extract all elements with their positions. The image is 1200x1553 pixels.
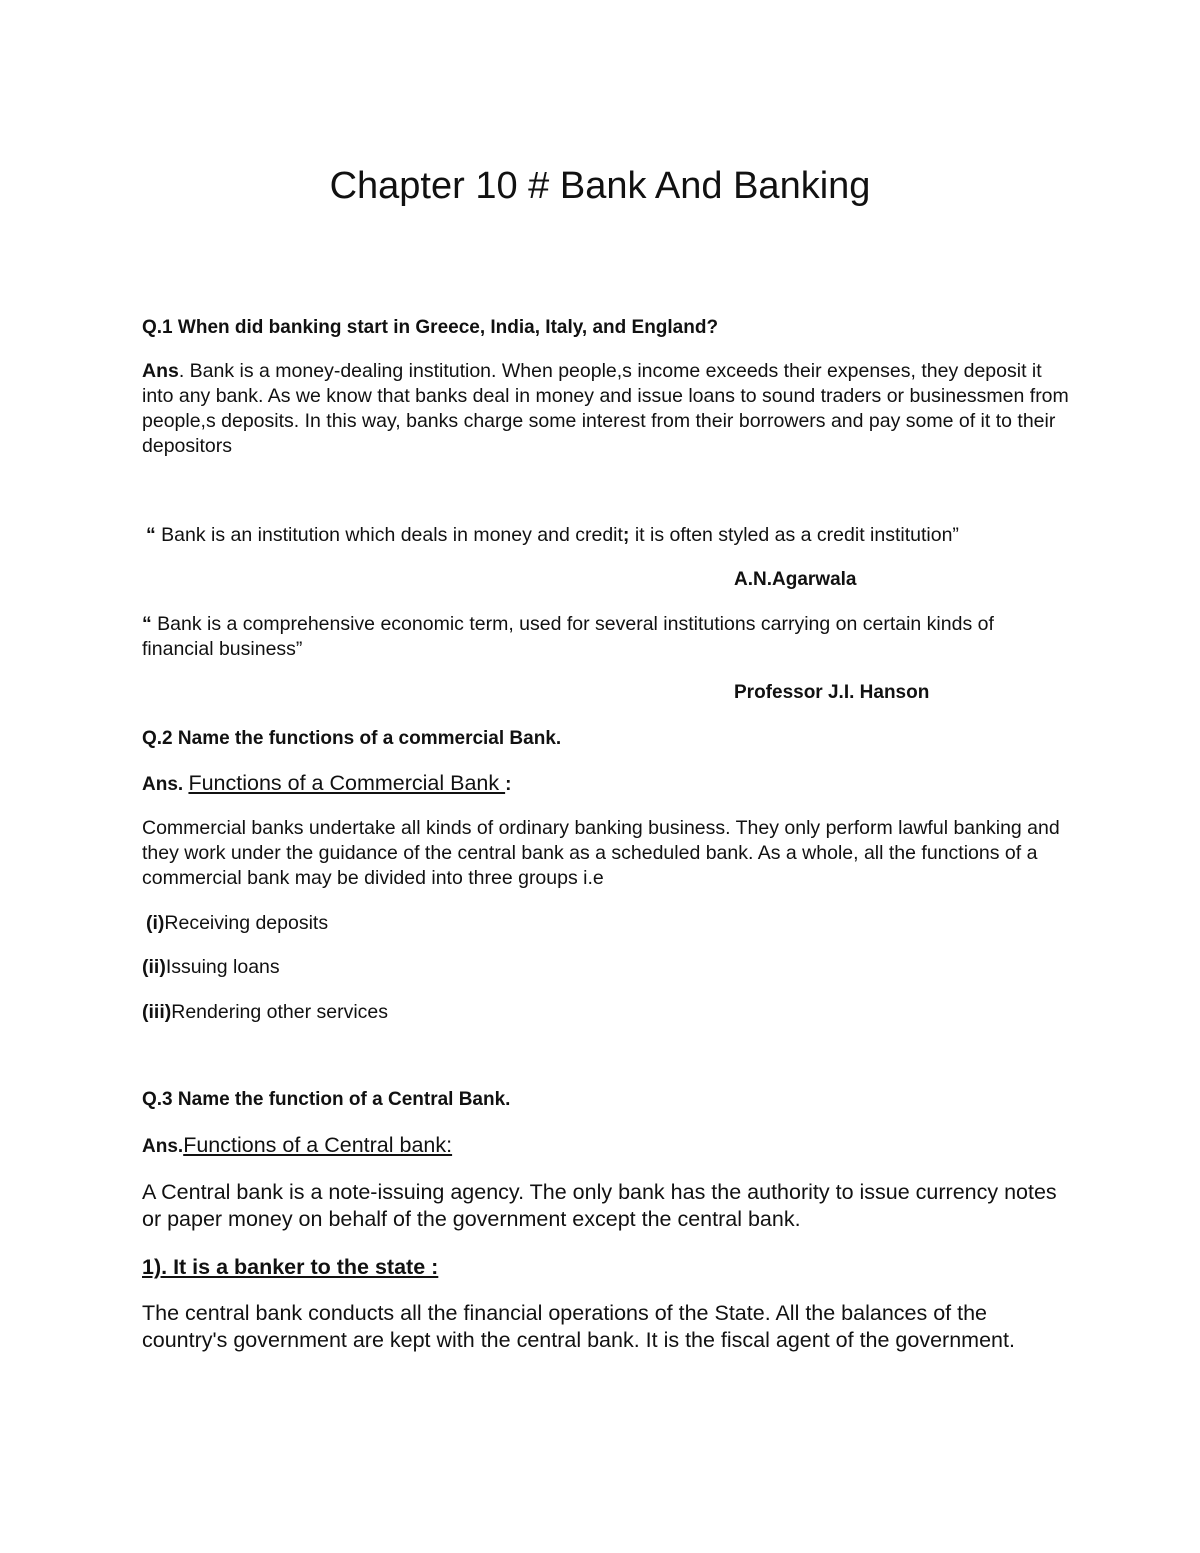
quote-1-author: A.N.Agarwala	[734, 569, 857, 590]
question-3: Q.3 Name the function of a Central Bank.	[142, 1089, 511, 1110]
list-item	[142, 1000, 388, 1025]
quote-1	[146, 523, 1076, 548]
list-item	[142, 955, 280, 980]
list-item	[146, 911, 328, 936]
answer-label: Ans.	[142, 774, 189, 795]
list-item-number: (i)	[146, 912, 165, 934]
quote-open-mark: “	[142, 613, 152, 635]
section-heading: Functions of a Central bank:	[183, 1133, 453, 1157]
quote-2-author: Professor J.I. Hanson	[734, 682, 930, 703]
quote-semicolon: ;	[622, 524, 630, 546]
list-item-number: (iii)	[142, 1001, 172, 1023]
answer-3: A Central bank is a note-issuing agency. The only bank has the authority to issue currency notes or paper money on behalf of the government except the central bank.	[142, 1180, 1057, 1231]
answer-3-heading	[142, 1132, 452, 1160]
quote-open-mark: “	[146, 524, 156, 546]
list-item-text: Rendering other services	[171, 1001, 389, 1023]
answer-label: Ans.	[142, 1136, 184, 1157]
answer-2: Commercial banks undertake all kinds of ordinary banking business. They only perform lawful banking and they work under the guidance of the central bank as a scheduled bank. As a whole, all the functions of a commercial bank may be divided into three groups i.e	[142, 817, 1060, 889]
subsection-heading: 1). It is a banker to the state :	[142, 1255, 439, 1279]
subsection-text: The central bank conducts all the financial operations of the State. All the balances of the country's government are kept with the central bank. It is the fiscal agent of the government.	[142, 1301, 1015, 1352]
answer-1-text: . Bank is a money-dealing institution. When people,s income exceeds their expenses, they deposit it into any bank. As we know that banks deal in money and issue loans to sound traders or businessmen from people,s deposits. In this way, banks charge some interest from their borrowers and pay some of it to their depositors	[142, 360, 1069, 457]
answer-label: Ans	[142, 360, 179, 382]
quote-1-text: Bank is an institution which deals in money and credit	[155, 524, 623, 546]
section-heading: Functions of a Commercial Bank	[188, 771, 506, 795]
question-2: Q.2 Name the functions of a commercial Bank.	[142, 728, 562, 749]
answer-2-heading	[142, 770, 511, 798]
quote-2	[142, 612, 1022, 662]
heading-colon: :	[505, 774, 512, 795]
list-item-number: (ii)	[142, 956, 166, 978]
quote-2-text: Bank is a comprehensive economic term, used for several institutions carrying on certain kinds of financial business”	[142, 613, 994, 660]
page-title: Chapter 10 # Bank And Banking	[329, 165, 871, 207]
answer-1	[142, 359, 1072, 459]
list-item-text: Receiving deposits	[164, 912, 329, 934]
question-1: Q.1 When did banking start in Greece, India, Italy, and England?	[142, 317, 719, 338]
list-item-text: Issuing loans	[165, 956, 280, 978]
quote-1-rest: it is often styled as a credit institution”	[629, 524, 959, 546]
